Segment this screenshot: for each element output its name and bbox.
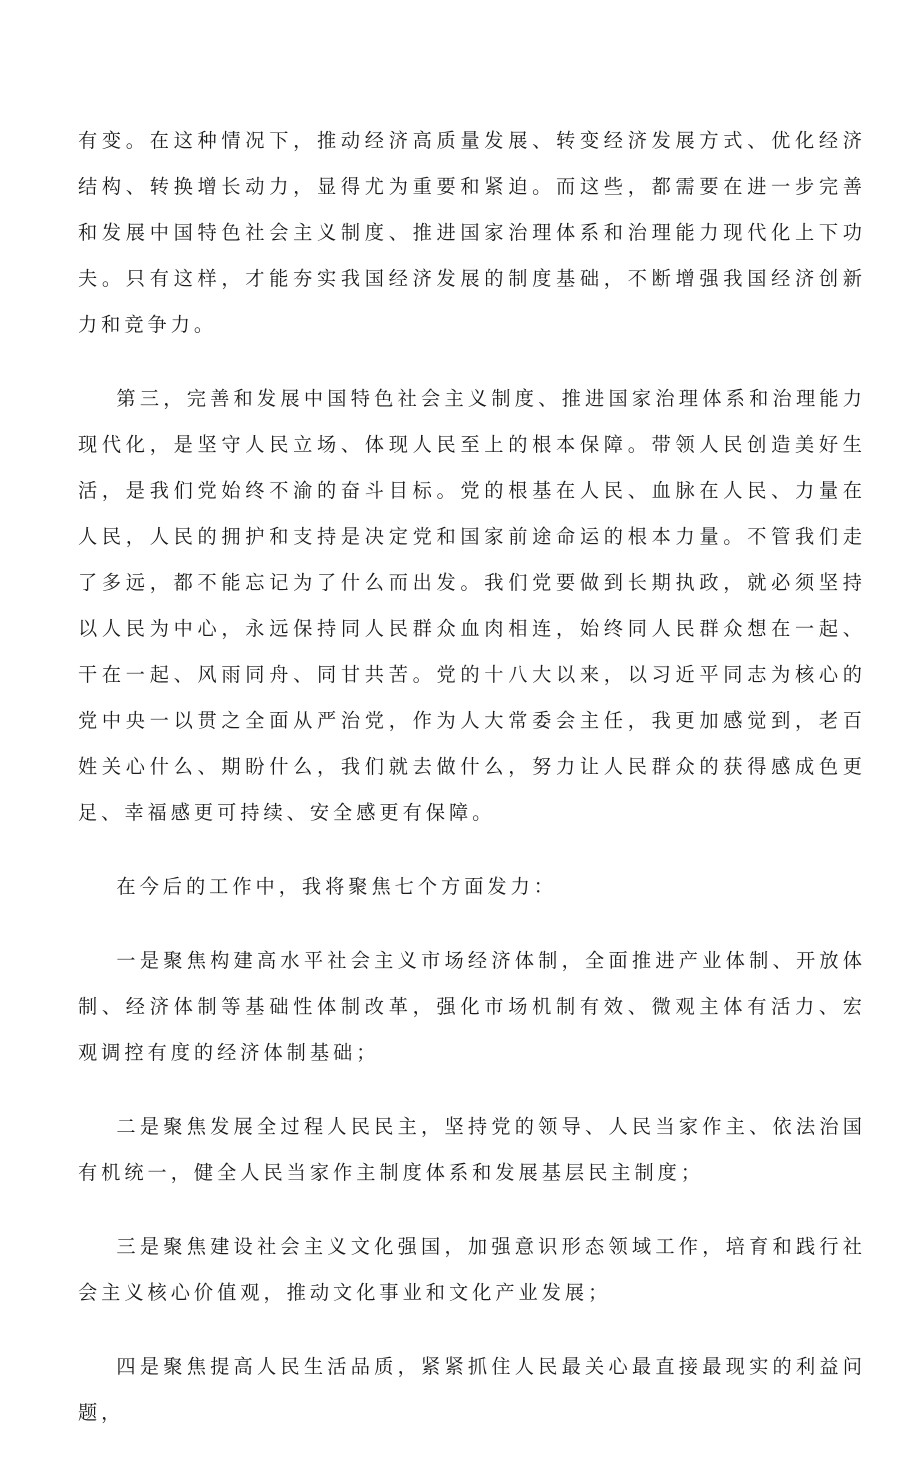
- paragraph-focus-one: 一是聚焦构建高水平社会主义市场经济体制，全面推进产业体制、开放体制、经济体制等基础性体制改革，强化市场机制有效、微观主体有活力、宏观调控有度的经济体制基础；: [78, 949, 866, 1064]
- paragraph-focus-intro: 在今后的工作中，我将聚焦七个方面发力：: [116, 875, 557, 898]
- paragraph-focus-two: 二是聚焦发展全过程人民民主，坚持党的领导、人民当家作主、依法治国有机统一，健全人民当家作主制度体系和发展基层民主制度；: [78, 1115, 866, 1184]
- paragraph-third-point: 第三，完善和发展中国特色社会主义制度、推进国家治理体系和治理能力现代化，是坚守人民立场、体现人民至上的根本保障。带领人民创造美好生活，是我们党始终不渝的奋斗目标。党的根基在人民、血脉在人民、力量在人民，人民的拥护和支持是决定党和国家前途命运的根本力量。不管我们走了多远，都不能忘记为了什么而出发。我们党要做到长期执政，就必须坚持以人民为中心，永远保持同人民群众血肉相连，始终同人民群众想在一起、干在一起、风雨同舟、同甘共苦。党的十八大以来，以习近平同志为核心的党中央一以贯之全面从严治党，作为人大常委会主任，我更加感觉到，老百姓关心什么、期盼什么，我们就去做什么，努力让人民群众的获得感成色更足、幸福感更可持续、安全感更有保障。: [78, 387, 866, 824]
- paragraph-focus-three: 三是聚焦建设社会主义文化强国，加强意识形态领域工作，培育和践行社会主义核心价值观，推动文化事业和文化产业发展；: [78, 1235, 866, 1304]
- paragraph-focus-four: 四是聚焦提高人民生活品质，紧紧抓住人民最关心最直接最现实的利益问题，: [78, 1355, 866, 1424]
- paragraph-continuation: 有变。在这种情况下，推动经济高质量发展、转变经济发展方式、优化经济结构、转换增长动力，显得尤为重要和紧迫。而这些，都需要在进一步完善和发展中国特色社会主义制度、推进国家治理体系和治理能力现代化上下功夫。只有这样，才能夯实我国经济发展的制度基础，不断增强我国经济创新力和竞争力。: [78, 129, 866, 336]
- document-body: [78, 118, 866, 1464]
